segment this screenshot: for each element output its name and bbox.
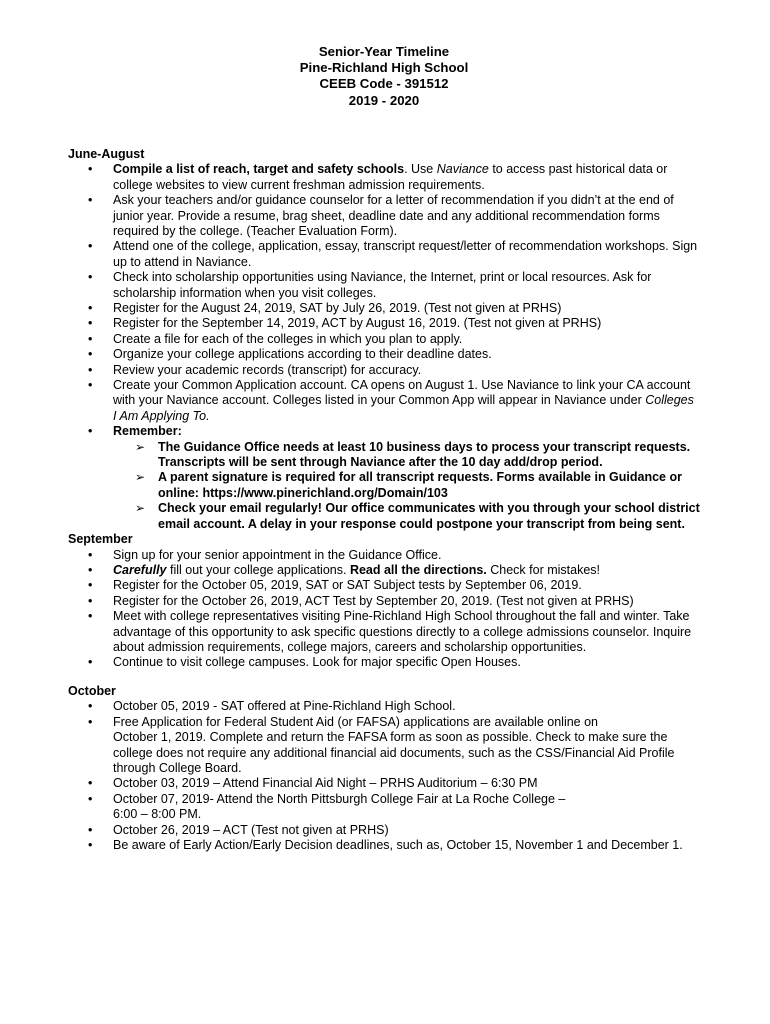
list-item: • Attend one of the college, application, essay, transcript request/letter of recommendation workshops. Sign up to attend in Naviance. xyxy=(68,239,700,270)
october-list xyxy=(68,699,700,853)
june-august-list xyxy=(68,162,700,532)
section-title-september: September xyxy=(68,532,133,547)
list-item: • Register for the August 24, 2019, SAT by July 26, 2019. (Test not given at PRHS) xyxy=(68,301,700,316)
list-item: • Be aware of Early Action/Early Decision deadlines, such as, October 15, November 1 and December 1. xyxy=(68,838,700,853)
remember-item: ➢ A parent signature is required for all transcript requests. Forms available in Guidance or online: https://www.pinerichland.org/Domain/103 xyxy=(113,470,700,501)
section-title-june-august: June-August xyxy=(68,146,145,161)
remember-list xyxy=(113,440,700,532)
list-item: • Carefully fill out your college applications. Read all the directions. Check for mistakes! xyxy=(68,563,700,578)
document-header xyxy=(68,44,700,109)
september-list xyxy=(68,548,700,671)
list-item: • October 05, 2019 - SAT offered at Pine-Richland High School. xyxy=(68,699,700,714)
school-year: 2019 - 2020 xyxy=(348,92,420,108)
list-item: • Check into scholarship opportunities using Naviance, the Internet, print or local resources. Ask for scholarship information when you visit colleges. xyxy=(68,270,700,301)
section-october xyxy=(68,684,700,854)
section-gap xyxy=(68,671,700,684)
section-june-august xyxy=(68,147,700,532)
section-title-october: October xyxy=(68,683,116,698)
list-item: • Register for the October 26, 2019, ACT Test by September 20, 2019. (Test not given at PRHS) xyxy=(68,594,700,609)
list-item: • Free Application for Federal Student Aid (or FAFSA) applications are available online on October 1, 2019. Complete and return the FAFSA form as soon as possible. Check to make sure the college does not require any additional financial aid documents, such as the CSS/Financial Aid Profile through College Board. xyxy=(68,715,700,777)
list-item: • Create your Common Application account. CA opens on August 1. Use Naviance to link your CA account with your Naviance account. Colleges listed in your Common App will appear in Naviance under Colleges I Am Applying To. xyxy=(68,378,700,424)
list-item: • Compile a list of reach, target and safety schools. Use Naviance to access past historical data or college websites to view current freshman admission requirements. xyxy=(68,162,700,193)
list-item: • Create a file for each of the colleges in which you plan to apply. xyxy=(68,332,700,347)
section-september xyxy=(68,532,700,671)
document-title: Senior-Year Timeline xyxy=(318,44,450,59)
list-item: • Review your academic records (transcript) for accuracy. xyxy=(68,363,700,378)
list-item: • Register for the September 14, 2019, ACT by August 16, 2019. (Test not given at PRHS) xyxy=(68,316,700,331)
list-item: • Continue to visit college campuses. Look for major specific Open Houses. xyxy=(68,655,700,670)
list-item: • Sign up for your senior appointment in the Guidance Office. xyxy=(68,548,700,563)
list-item: • Organize your college applications according to their deadline dates. xyxy=(68,347,700,362)
list-item: • October 26, 2019 – ACT (Test not given at PRHS) xyxy=(68,823,700,838)
list-item: • Meet with college representatives visiting Pine-Richland High School throughout the fall and winter. Take advantage of this opportunity to ask specific questions directly to a college admissions counselor. Inquire about admission requirements, college majors, careers and scholarship opportunities. xyxy=(68,609,700,655)
remember-item: ➢ The Guidance Office needs at least 10 business days to process your transcript requests. Transcripts will be sent through Naviance after the 10 day add/drop period. xyxy=(113,440,700,471)
list-item: • October 03, 2019 – Attend Financial Aid Night – PRHS Auditorium – 6:30 PM xyxy=(68,776,700,791)
list-item: • Register for the October 05, 2019, SAT or SAT Subject tests by September 06, 2019. xyxy=(68,578,700,593)
remember-label: Remember: xyxy=(113,424,182,439)
remember-item: ➢ Check your email regularly! Our office communicates with you through your school district email account. A delay in your response could postpone your transcript from being sent. xyxy=(113,501,700,532)
list-item: • Ask your teachers and/or guidance counselor for a letter of recommendation if you didn’t at the end of junior year. Provide a resume, brag sheet, deadline date and any additional recommendation forms required by the college. (Teacher Evaluation Form). xyxy=(68,193,700,239)
list-item-remember xyxy=(68,424,700,532)
list-item: • October 07, 2019- Attend the North Pittsburgh College Fair at La Roche College – 6:00 – 8:00 PM. xyxy=(68,792,700,823)
ceeb-code: CEEB Code - 391512 xyxy=(319,76,449,92)
school-name: Pine-Richland High School xyxy=(299,60,469,76)
